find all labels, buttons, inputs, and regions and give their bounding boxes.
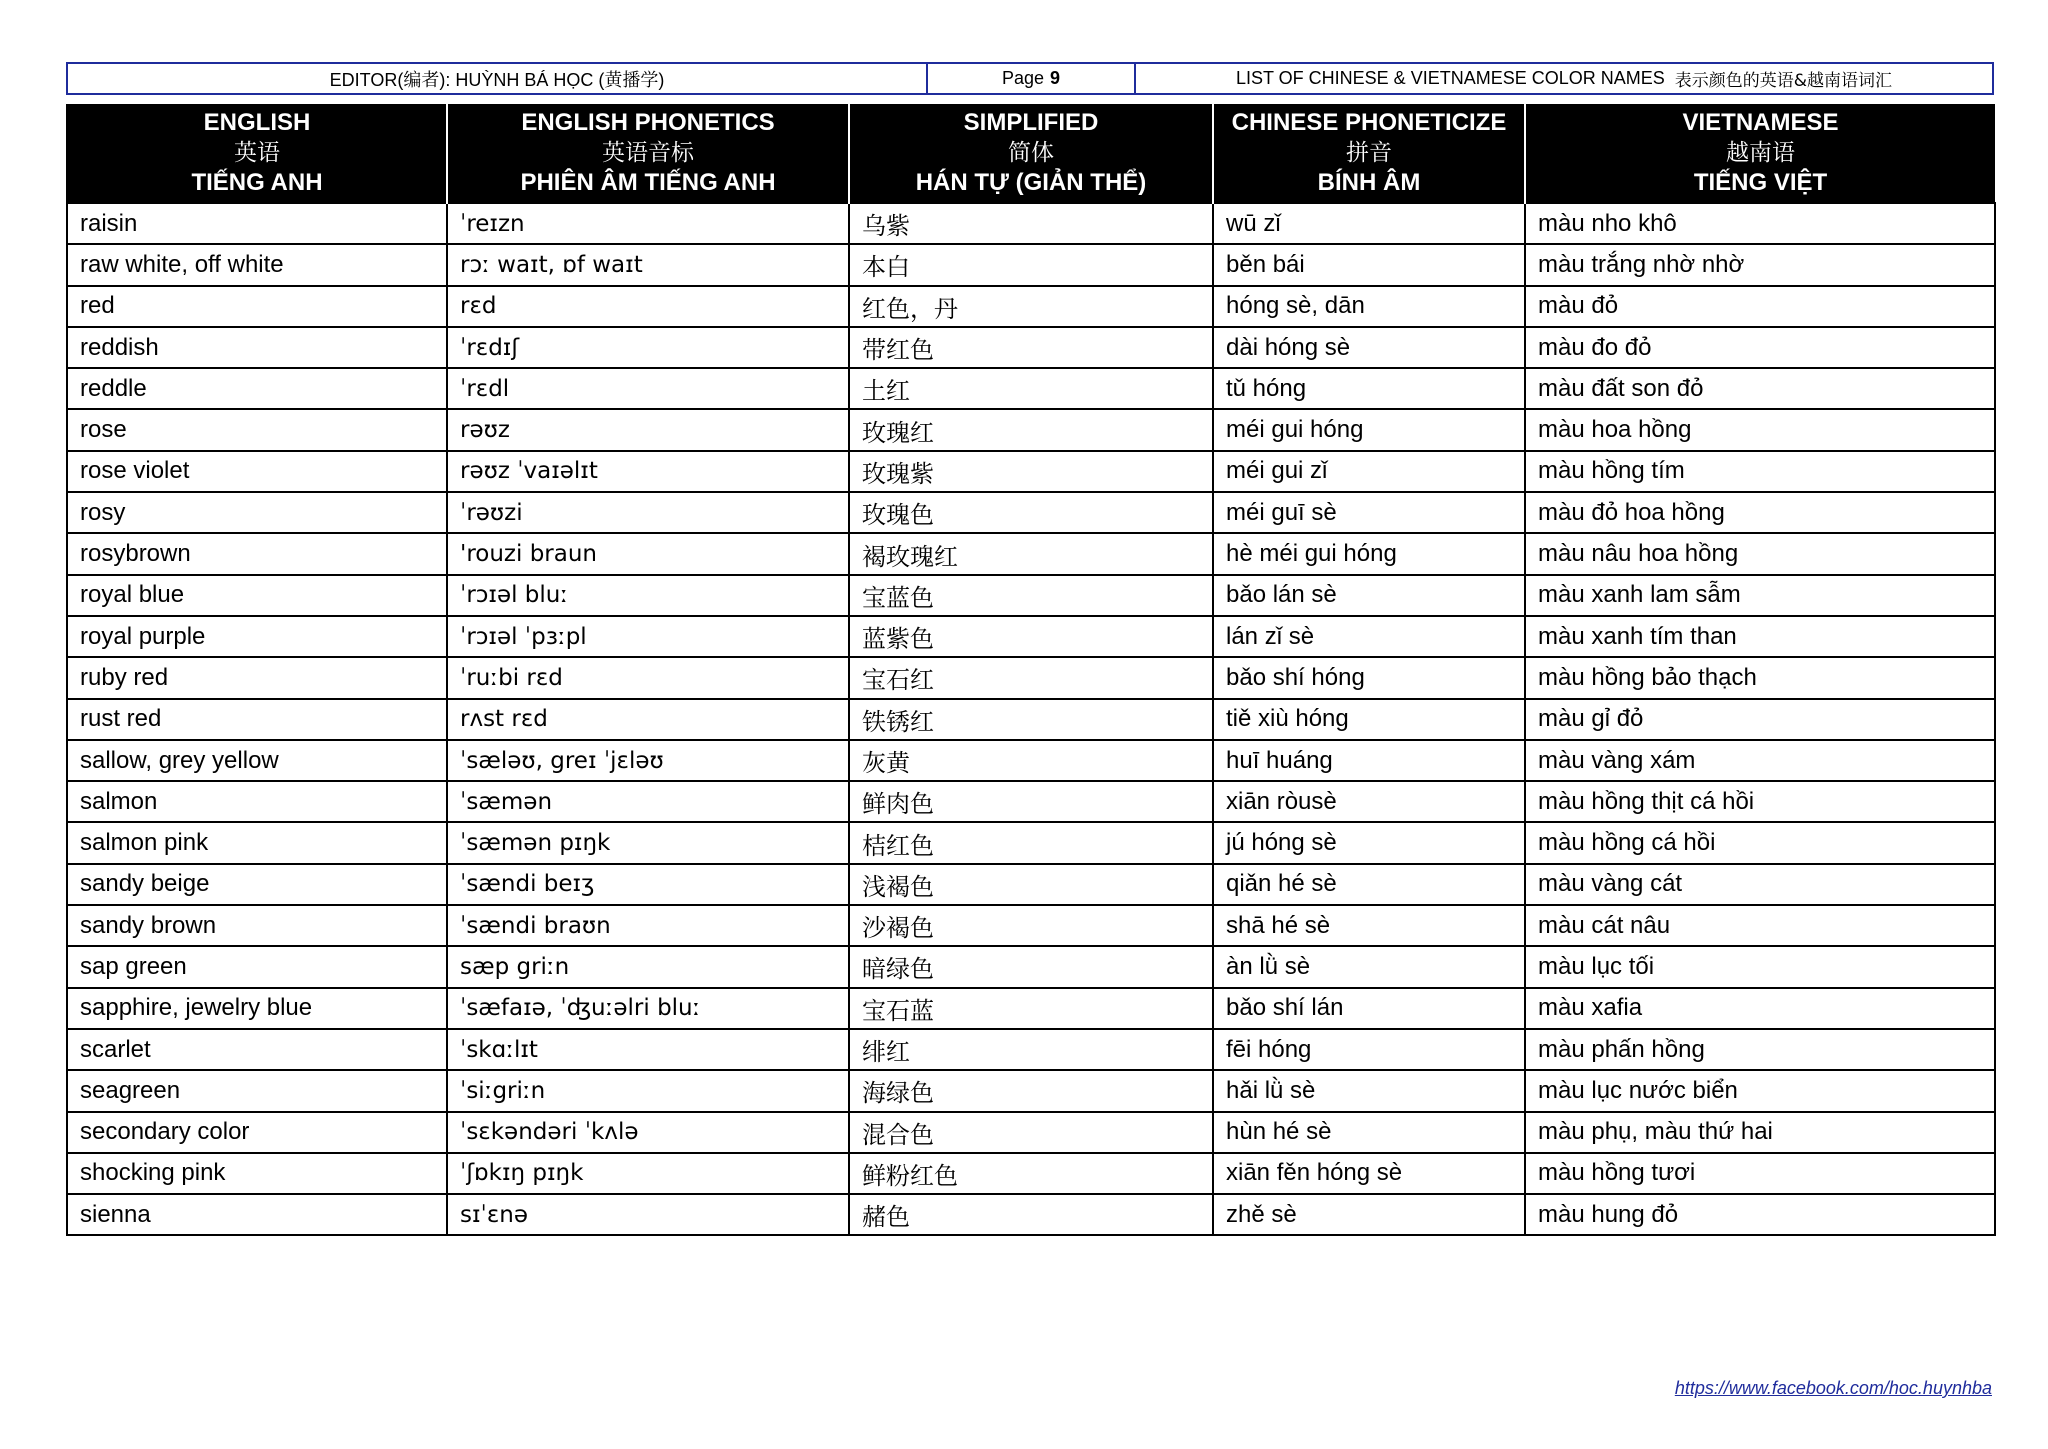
english-cell: sallow, grey yellow <box>67 740 447 781</box>
color-names-table <box>66 104 1996 1236</box>
vietnamese-cell: màu hồng bảo thạch <box>1525 657 1995 698</box>
phonetics-cell: ˈsɛkəndəri ˈkʌlə <box>447 1112 849 1153</box>
pinyin-cell: běn bái <box>1213 244 1525 285</box>
chinese-cell: 沙褐色 <box>849 905 1213 946</box>
english-cell: raisin <box>67 203 447 244</box>
table-row <box>67 244 1995 285</box>
pinyin-cell: bǎo shí hóng <box>1213 657 1525 698</box>
facebook-link[interactable]: https://www.facebook.com/hoc.huynhba <box>1674 1378 1992 1398</box>
vietnamese-cell: màu hoa hồng <box>1525 409 1995 450</box>
english-cell: royal blue <box>67 575 447 616</box>
pinyin-cell: fēi hóng <box>1213 1029 1525 1070</box>
list-title-chinese: 表示颜色的英语&越南语词汇 <box>1674 71 1893 91</box>
phonetics-cell: 'rouzi braun <box>447 533 849 574</box>
phonetics-cell: ˈskɑːlɪt <box>447 1029 849 1070</box>
table-row <box>67 327 1995 368</box>
vietnamese-cell: màu vàng xám <box>1525 740 1995 781</box>
column-header-english-phonetics: ENGLISH PHONETICS 英语音标 PHIÊN ÂM TIẾNG ANH <box>447 104 849 203</box>
table-row <box>67 616 1995 657</box>
english-cell: sapphire, jewelry blue <box>67 988 447 1029</box>
chinese-cell: 褐玫瑰红 <box>849 533 1213 574</box>
english-cell: sienna <box>67 1194 447 1235</box>
table-row <box>67 864 1995 905</box>
table-row <box>67 1194 1995 1235</box>
table-row <box>67 286 1995 327</box>
vietnamese-cell: màu nho khô <box>1525 203 1995 244</box>
chinese-cell: 桔红色 <box>849 822 1213 863</box>
vietnamese-cell: màu lục nước biển <box>1525 1070 1995 1111</box>
table-row <box>67 946 1995 987</box>
vietnamese-cell: màu gỉ đỏ <box>1525 699 1995 740</box>
english-cell: rosybrown <box>67 533 447 574</box>
phonetics-cell: ˈsæləʊ, greɪ ˈjɛləʊ <box>447 740 849 781</box>
pinyin-cell: àn lǜ sè <box>1213 946 1525 987</box>
vietnamese-cell: màu hồng tím <box>1525 451 1995 492</box>
vietnamese-cell: màu phấn hồng <box>1525 1029 1995 1070</box>
phonetics-cell: ˈrɔɪəl bluː <box>447 575 849 616</box>
pinyin-cell: qiǎn hé sè <box>1213 864 1525 905</box>
page-header <box>66 62 1994 95</box>
table-row <box>67 492 1995 533</box>
table-row <box>67 1070 1995 1111</box>
english-cell: rose <box>67 409 447 450</box>
pinyin-cell: shā hé sè <box>1213 905 1525 946</box>
table-row <box>67 740 1995 781</box>
table-row <box>67 1112 1995 1153</box>
pinyin-cell: huī huáng <box>1213 740 1525 781</box>
chinese-cell: 玫瑰红 <box>849 409 1213 450</box>
page-label: Page <box>1001 68 1045 88</box>
table-row <box>67 988 1995 1029</box>
vietnamese-cell: màu xafia <box>1525 988 1995 1029</box>
phonetics-cell: sæp griːn <box>447 946 849 987</box>
pinyin-cell: lán zǐ sè <box>1213 616 1525 657</box>
english-cell: sandy brown <box>67 905 447 946</box>
phonetics-cell: ˈruːbi rɛd <box>447 657 849 698</box>
page-number: 9 <box>1050 68 1061 88</box>
english-cell: salmon <box>67 781 447 822</box>
table-row <box>67 368 1995 409</box>
chinese-cell: 本白 <box>849 244 1213 285</box>
english-cell: ruby red <box>67 657 447 698</box>
english-cell: reddle <box>67 368 447 409</box>
table-header-row <box>67 104 1995 203</box>
english-cell: raw white, off white <box>67 244 447 285</box>
english-cell: rust red <box>67 699 447 740</box>
english-cell: shocking pink <box>67 1153 447 1194</box>
vietnamese-cell: màu cát nâu <box>1525 905 1995 946</box>
vietnamese-cell: màu đo đỏ <box>1525 327 1995 368</box>
phonetics-cell: ˈrəʊzi <box>447 492 849 533</box>
table-row <box>67 575 1995 616</box>
phonetics-cell: ˈrɛdɪʃ <box>447 327 849 368</box>
vietnamese-cell: màu hồng tươi <box>1525 1153 1995 1194</box>
table-row <box>67 822 1995 863</box>
chinese-cell: 宝蓝色 <box>849 575 1213 616</box>
chinese-cell: 带红色 <box>849 327 1213 368</box>
table-row <box>67 781 1995 822</box>
editor-cell <box>68 64 928 93</box>
column-header-simplified: SIMPLIFIED 简体 HÁN TỰ (GIẢN THỂ) <box>849 104 1213 203</box>
vietnamese-cell: màu đất son đỏ <box>1525 368 1995 409</box>
chinese-cell: 乌紫 <box>849 203 1213 244</box>
english-cell: royal purple <box>67 616 447 657</box>
pinyin-cell: tiě xiù hóng <box>1213 699 1525 740</box>
chinese-cell: 赭色 <box>849 1194 1213 1235</box>
english-cell: secondary color <box>67 1112 447 1153</box>
pinyin-cell: zhě sè <box>1213 1194 1525 1235</box>
vietnamese-cell: màu trắng nhờ nhờ <box>1525 244 1995 285</box>
vietnamese-cell: màu hồng thịt cá hồi <box>1525 781 1995 822</box>
pinyin-cell: hǎi lǜ sè <box>1213 1070 1525 1111</box>
chinese-cell: 混合色 <box>849 1112 1213 1153</box>
table-row <box>67 1153 1995 1194</box>
table-row <box>67 657 1995 698</box>
chinese-cell: 绯红 <box>849 1029 1213 1070</box>
pinyin-cell: méi gui zǐ <box>1213 451 1525 492</box>
phonetics-cell: ˈsæmən pɪŋk <box>447 822 849 863</box>
english-cell: sandy beige <box>67 864 447 905</box>
phonetics-cell: ˈsæmən <box>447 781 849 822</box>
vietnamese-cell: màu hung đỏ <box>1525 1194 1995 1235</box>
pinyin-cell: xiān ròusè <box>1213 781 1525 822</box>
phonetics-cell: rɔː waɪt, ɒf waɪt <box>447 244 849 285</box>
chinese-cell: 红色，丹 <box>849 286 1213 327</box>
vietnamese-cell: màu vàng cát <box>1525 864 1995 905</box>
english-cell: rose violet <box>67 451 447 492</box>
table-row <box>67 905 1995 946</box>
chinese-cell: 鲜肉色 <box>849 781 1213 822</box>
english-cell: salmon pink <box>67 822 447 863</box>
english-cell: scarlet <box>67 1029 447 1070</box>
vietnamese-cell: màu lục tối <box>1525 946 1995 987</box>
phonetics-cell: rʌst rɛd <box>447 699 849 740</box>
column-header-english: ENGLISH 英语 TIẾNG ANH <box>67 104 447 203</box>
table-body <box>67 203 1995 1235</box>
chinese-cell: 宝石红 <box>849 657 1213 698</box>
chinese-cell: 铁锈红 <box>849 699 1213 740</box>
vietnamese-cell: màu đỏ <box>1525 286 1995 327</box>
pinyin-cell: jú hóng sè <box>1213 822 1525 863</box>
pinyin-cell: hùn hé sè <box>1213 1112 1525 1153</box>
pinyin-cell: hè méi gui hóng <box>1213 533 1525 574</box>
vietnamese-cell: màu xanh tím than <box>1525 616 1995 657</box>
chinese-cell: 宝石蓝 <box>849 988 1213 1029</box>
table-row <box>67 699 1995 740</box>
vietnamese-cell: màu xanh lam sẫm <box>1525 575 1995 616</box>
chinese-cell: 蓝紫色 <box>849 616 1213 657</box>
vietnamese-cell: màu nâu hoa hồng <box>1525 533 1995 574</box>
pinyin-cell: bǎo lán sè <box>1213 575 1525 616</box>
chinese-cell: 灰黄 <box>849 740 1213 781</box>
pinyin-cell: hóng sè, dān <box>1213 286 1525 327</box>
pinyin-cell: méi guī sè <box>1213 492 1525 533</box>
english-cell: rosy <box>67 492 447 533</box>
phonetics-cell: ˈsændi braʊn <box>447 905 849 946</box>
table-row <box>67 409 1995 450</box>
page-number-cell <box>928 64 1136 93</box>
table-row <box>67 451 1995 492</box>
table-row <box>67 1029 1995 1070</box>
phonetics-cell: rɛd <box>447 286 849 327</box>
phonetics-cell: rəʊz <box>447 409 849 450</box>
chinese-cell: 鲜粉红色 <box>849 1153 1213 1194</box>
phonetics-cell: rəʊz ˈvaɪəlɪt <box>447 451 849 492</box>
chinese-cell: 玫瑰色 <box>849 492 1213 533</box>
chinese-cell: 土红 <box>849 368 1213 409</box>
phonetics-cell: ˈrɔɪəl ˈpɜːpl <box>447 616 849 657</box>
phonetics-cell: sɪˈɛnə <box>447 1194 849 1235</box>
pinyin-cell: bǎo shí lán <box>1213 988 1525 1029</box>
column-header-chinese-phoneticize: CHINESE PHONETICIZE 拼音 BÍNH ÂM <box>1213 104 1525 203</box>
vietnamese-cell: màu phụ, màu thứ hai <box>1525 1112 1995 1153</box>
list-title: LIST OF CHINESE & VIETNAMESE COLOR NAMES <box>1235 68 1665 88</box>
pinyin-cell: méi gui hóng <box>1213 409 1525 450</box>
phonetics-cell: ˈʃɒkɪŋ pɪŋk <box>447 1153 849 1194</box>
phonetics-cell: ˈrɛdl <box>447 368 849 409</box>
editor-name: EDITOR(编者): HUỲNH BÁ HỌC (黄播学) <box>329 69 665 90</box>
vietnamese-cell: màu hồng cá hồi <box>1525 822 1995 863</box>
list-title-cell <box>1136 64 1992 93</box>
pinyin-cell: wū zǐ <box>1213 203 1525 244</box>
english-cell: reddish <box>67 327 447 368</box>
pinyin-cell: dài hóng sè <box>1213 327 1525 368</box>
table-row <box>67 203 1995 244</box>
phonetics-cell: ˈsæfaɪə, ˈʤuːəlri bluː <box>447 988 849 1029</box>
pinyin-cell: xiān fěn hóng sè <box>1213 1153 1525 1194</box>
phonetics-cell: ˈsændi beɪʒ <box>447 864 849 905</box>
english-cell: sap green <box>67 946 447 987</box>
pinyin-cell: tǔ hóng <box>1213 368 1525 409</box>
chinese-cell: 浅褐色 <box>849 864 1213 905</box>
chinese-cell: 海绿色 <box>849 1070 1213 1111</box>
vietnamese-cell: màu đỏ hoa hồng <box>1525 492 1995 533</box>
phonetics-cell: ˈreɪzn <box>447 203 849 244</box>
chinese-cell: 玫瑰紫 <box>849 451 1213 492</box>
column-header-vietnamese: VIETNAMESE 越南语 TIẾNG VIỆT <box>1525 104 1995 203</box>
english-cell: red <box>67 286 447 327</box>
chinese-cell: 暗绿色 <box>849 946 1213 987</box>
table-row <box>67 533 1995 574</box>
english-cell: seagreen <box>67 1070 447 1111</box>
phonetics-cell: ˈsiːgriːn <box>447 1070 849 1111</box>
